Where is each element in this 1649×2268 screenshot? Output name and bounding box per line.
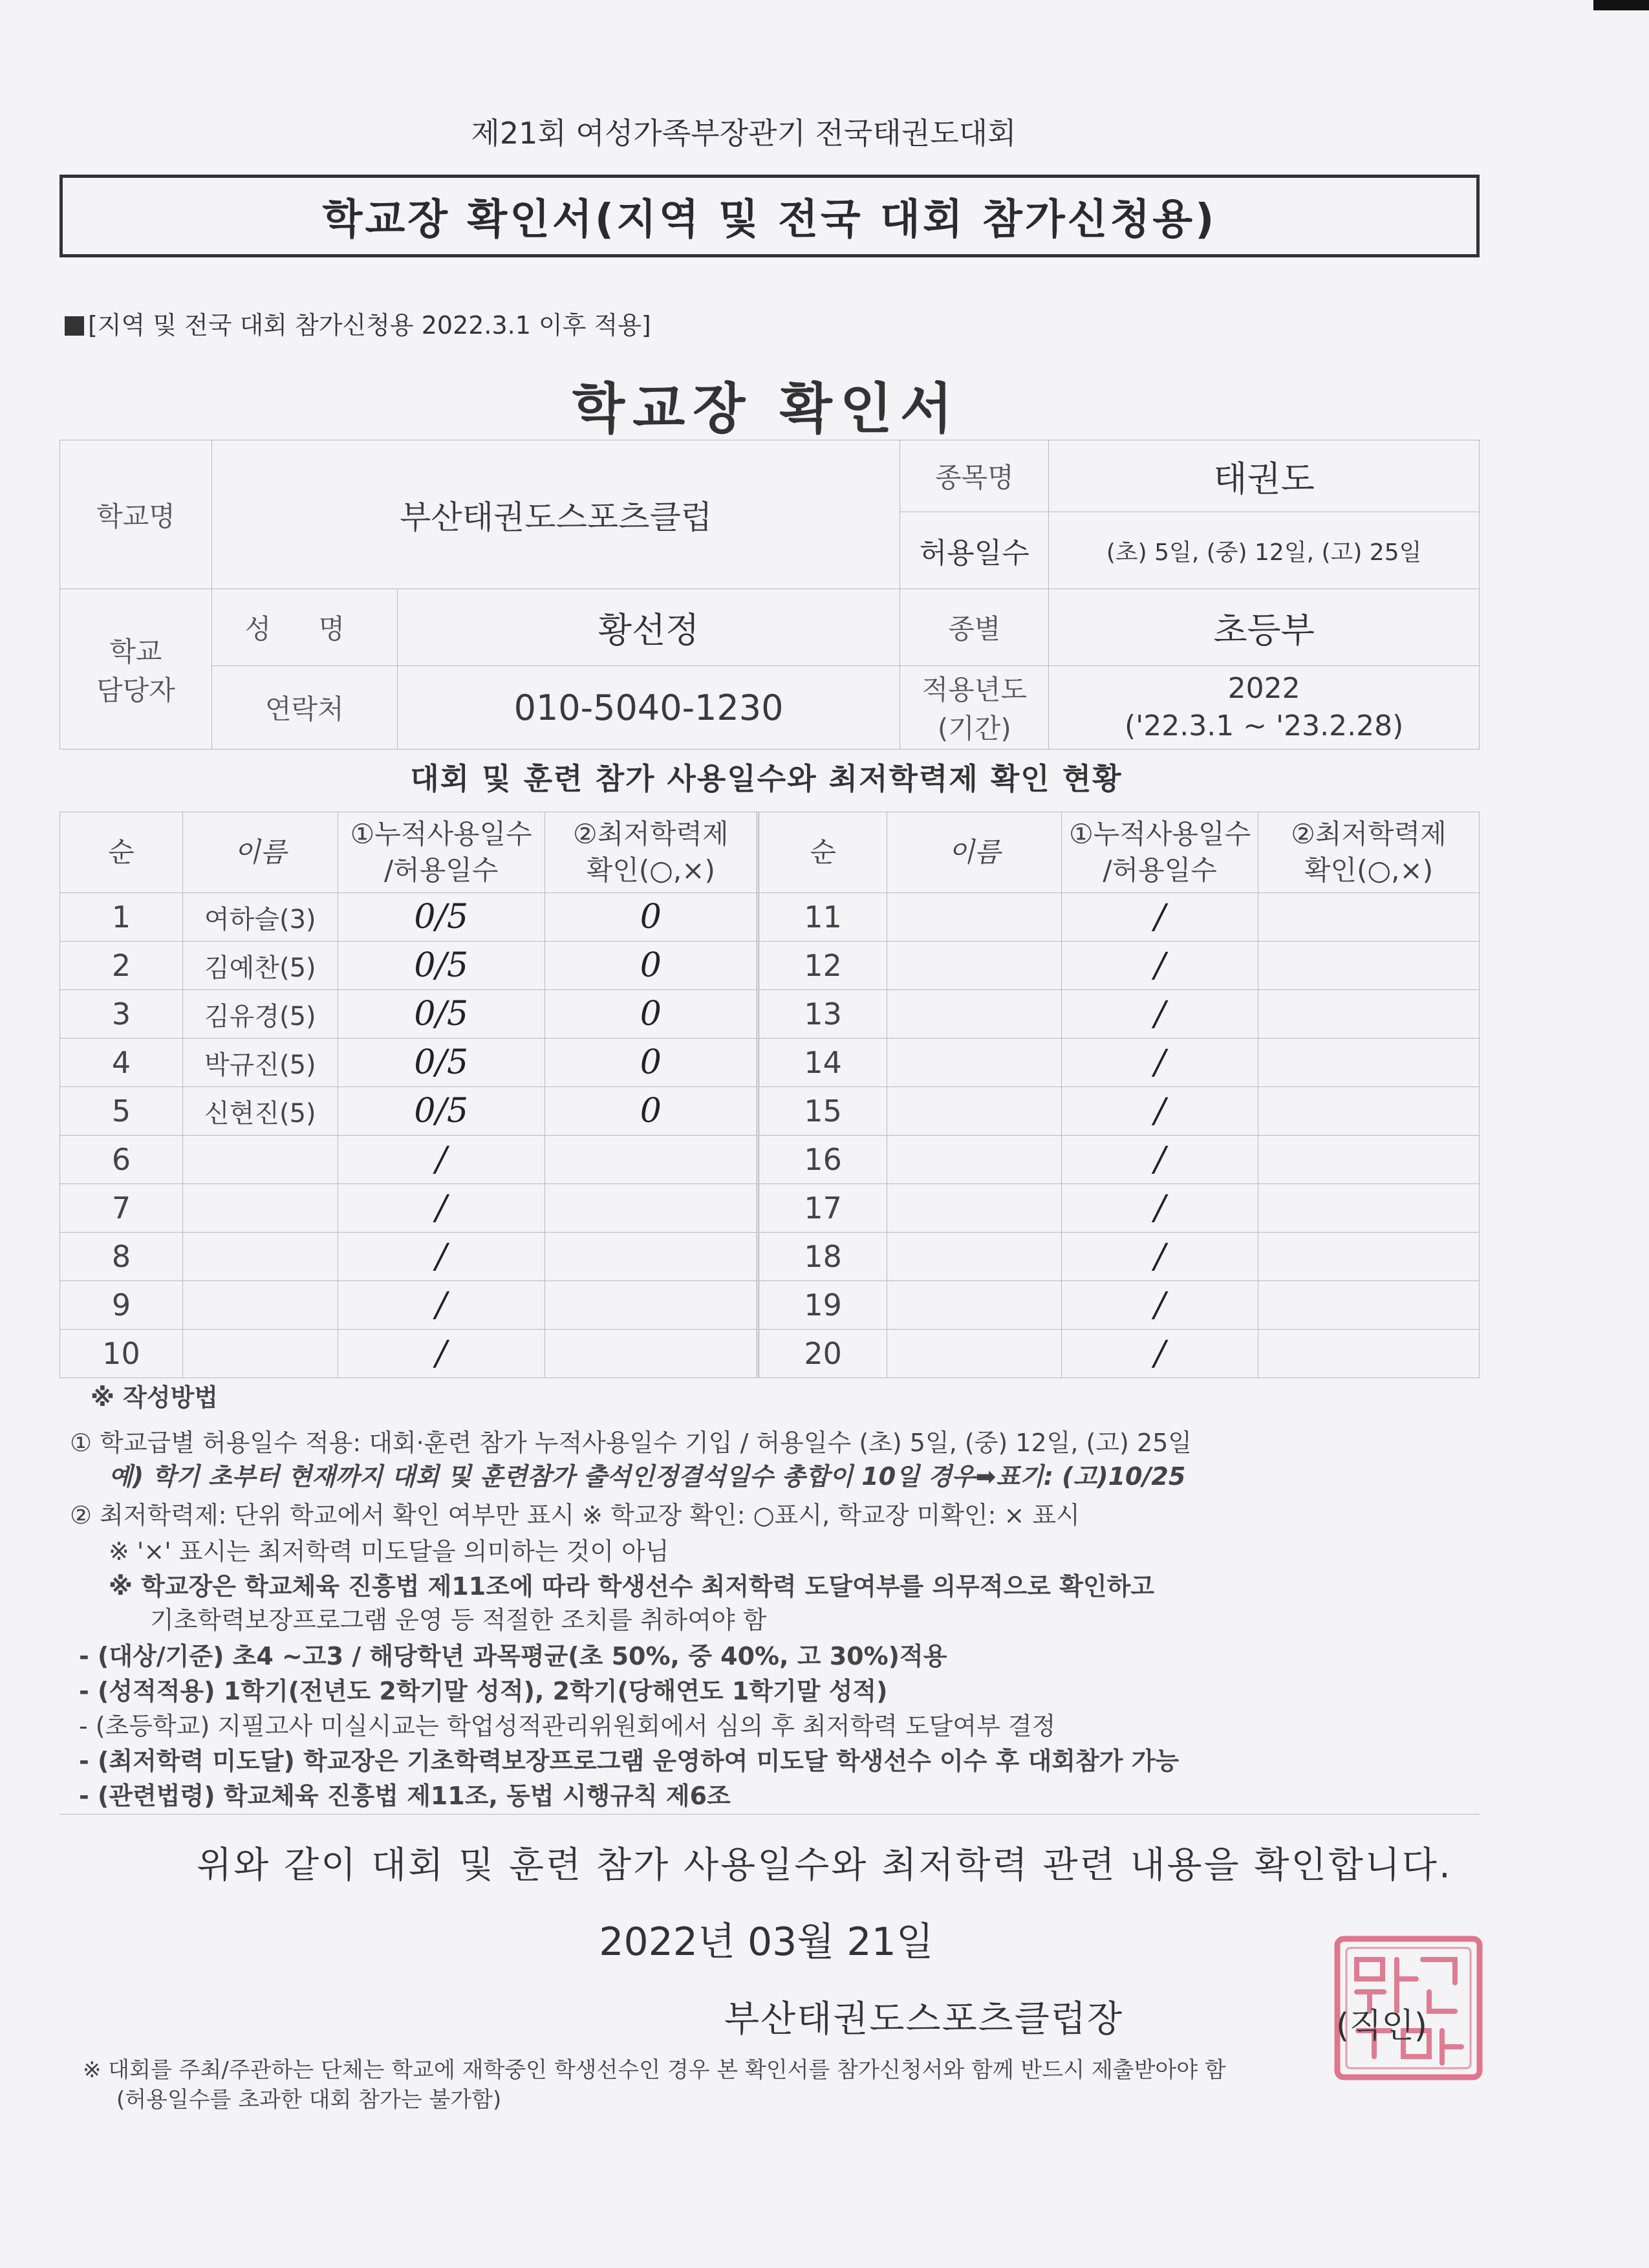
days-used: /	[1062, 1087, 1258, 1136]
divider	[59, 1814, 1480, 1815]
min-academic-check: 0	[544, 990, 758, 1039]
note-2: ② 최저학력제: 단위 학교에서 확인 여부만 표시 ※ 학교장 확인: ○표시, 학교장 미확인: × 표시	[70, 1501, 1080, 1529]
note-2c: 기초학력보장프로그램 운영 등 적절한 조치를 취하여야 함	[150, 1606, 767, 1634]
header-days-2-line2: /허용일수	[1103, 854, 1217, 886]
document-title: 학교장 확인서	[572, 377, 961, 440]
days-used: /	[1062, 1039, 1258, 1087]
min-academic-check	[1258, 942, 1480, 990]
student-name	[887, 1281, 1062, 1330]
student-name	[887, 990, 1062, 1039]
min-academic-check	[544, 1281, 758, 1330]
row-no: 6	[60, 1136, 183, 1184]
header-days	[338, 812, 544, 893]
header-days-2	[1062, 812, 1258, 893]
student-name	[887, 1039, 1062, 1087]
sport-value: 태권도	[1049, 440, 1480, 512]
row-no: 8	[60, 1233, 183, 1281]
allowed-days-value: (초) 5일, (중) 12일, (고) 25일	[1049, 512, 1480, 589]
student-name	[182, 1330, 338, 1378]
days-used: /	[1062, 893, 1258, 942]
min-academic-check	[1258, 990, 1480, 1039]
days-used: /	[1062, 1330, 1258, 1378]
table-row	[60, 1087, 1480, 1136]
min-academic-check	[1258, 893, 1480, 942]
table-row	[60, 1039, 1480, 1087]
year-label-line2: (기간)	[937, 713, 1011, 744]
form-title: 학교장 확인서(지역 및 전국 대회 참가신청용)	[322, 196, 1217, 244]
min-academic-check	[1258, 1039, 1480, 1087]
row-no: 10	[60, 1330, 183, 1378]
contact-label	[60, 589, 212, 750]
days-used: /	[338, 1184, 544, 1233]
min-academic-check	[544, 1136, 758, 1184]
min-academic-check	[544, 1233, 758, 1281]
contact-label-line1: 학교	[109, 635, 162, 667]
row-no: 12	[758, 942, 887, 990]
form-title-box	[59, 175, 1480, 257]
row-no: 19	[758, 1281, 887, 1330]
row-no: 7	[60, 1184, 183, 1233]
school-label: 학교명	[60, 440, 212, 589]
row-no: 16	[758, 1136, 887, 1184]
table-row	[60, 1184, 1480, 1233]
student-name: 김유경(5)	[182, 990, 338, 1039]
header-days-line1: ①누적사용일수	[350, 818, 532, 850]
days-used: 0/5	[338, 893, 544, 942]
school-info-table	[59, 440, 1480, 750]
detail-2: - (성적적용) 1학기(전년도 2학기말 성적), 2학기(당해연도 1학기말 성적)	[79, 1677, 888, 1705]
note-1-example: 예) 학기 초부터 현재까지 대회 및 훈련참가 출석인정결석일수 총합이 10일 경우➡표기: (고)10/25	[109, 1462, 1186, 1491]
days-used: /	[338, 1330, 544, 1378]
student-name	[887, 1330, 1062, 1378]
header-check-2-line2: 확인(○,×)	[1304, 854, 1434, 886]
table-row	[60, 1281, 1480, 1330]
seal-label: (직인)	[1336, 2007, 1428, 2046]
days-used: /	[338, 1233, 544, 1281]
days-used: 0/5	[338, 942, 544, 990]
row-no: 3	[60, 990, 183, 1039]
period-text: ('22.3.1 ~ '23.2.28)	[1124, 709, 1404, 742]
row-no: 15	[758, 1087, 887, 1136]
scan-edge-mark	[1593, 0, 1649, 10]
min-academic-check	[1258, 1184, 1480, 1233]
name-label: 성 명	[211, 589, 397, 666]
table-row	[60, 893, 1480, 942]
header-check-2	[1258, 812, 1480, 893]
row-no: 20	[758, 1330, 887, 1378]
row-no: 17	[758, 1184, 887, 1233]
student-name	[887, 1087, 1062, 1136]
note-1: ① 학교급별 허용일수 적용: 대회·훈련 참가 누적사용일수 기입 / 허용일수 (초) 5일, (중) 12일, (고) 25일	[70, 1429, 1192, 1457]
row-no: 18	[758, 1233, 887, 1281]
days-used: /	[1062, 1233, 1258, 1281]
student-name	[182, 1281, 338, 1330]
notice-text: [지역 및 전국 대회 참가신청용 2022.3.1 이후 적용]	[88, 311, 651, 340]
footnote	[83, 2055, 1226, 2115]
row-no: 13	[758, 990, 887, 1039]
min-academic-check	[1258, 1233, 1480, 1281]
min-academic-check	[544, 1330, 758, 1378]
detail-5: - (관련법령) 학교체육 진흥법 제11조, 동법 시행규칙 제6조	[79, 1782, 731, 1810]
table-row	[60, 990, 1480, 1039]
detail-3: - (초등학교) 지필고사 미실시교는 학업성적관리위원회에서 심의 후 최저학력 도달여부 결정	[79, 1712, 1056, 1740]
table-row	[60, 942, 1480, 990]
days-used: 0/5	[338, 1039, 544, 1087]
days-used: 0/5	[338, 990, 544, 1039]
footnote-line-1: ※ 대회를 주최/주관하는 단체는 학교에 재학중인 학생선수인 경우 본 확인서를 참가신청서와 함께 반드시 제출받아야 함	[83, 2057, 1226, 2083]
student-name	[182, 1233, 338, 1281]
student-name	[887, 942, 1062, 990]
event-title: 제21회 여성가족부장관기 전국태권도대회	[471, 116, 1017, 151]
detail-4: - (최저학력 미도달) 학교장은 기초학력보장프로그램 운영하여 미도달 학생선수 이수 후 대회참가 가능	[79, 1747, 1180, 1775]
days-used: /	[338, 1281, 544, 1330]
note-2a: ※ '×' 표시는 최저학력 미도달을 의미하는 것이 아님	[109, 1537, 669, 1566]
days-used: /	[1062, 1136, 1258, 1184]
notice-line	[65, 305, 651, 341]
contact-label-line2: 담당자	[96, 674, 175, 706]
student-name	[887, 893, 1062, 942]
header-check-2-line1: ②최저학력제	[1291, 818, 1447, 850]
division-label: 종별	[900, 589, 1049, 666]
days-used: /	[1062, 990, 1258, 1039]
days-used: /	[1062, 1184, 1258, 1233]
roster-heading: 대회 및 훈련 참가 사용일수와 최저학력제 확인 현황	[410, 761, 1123, 796]
roster-table	[59, 812, 1480, 1378]
header-check-line1: ②최저학력제	[573, 818, 729, 850]
student-name	[887, 1184, 1062, 1233]
student-name: 여하슬(3)	[182, 893, 338, 942]
header-check	[544, 812, 758, 893]
table-row	[60, 1330, 1480, 1378]
year-text: 2022	[1227, 672, 1300, 705]
table-row	[60, 1233, 1480, 1281]
signer-name: 부산태권도스포츠클럽장	[724, 1998, 1124, 2040]
sport-label: 종목명	[900, 440, 1049, 512]
issue-date: 2022년 03월 21일	[599, 1919, 934, 1965]
table-row	[60, 1136, 1480, 1184]
allowed-days-label: 허용일수	[900, 512, 1049, 589]
header-no-2: 순	[758, 812, 887, 893]
row-no: 4	[60, 1039, 183, 1087]
year-label-line1: 적용년도	[921, 674, 1027, 706]
square-bullet-icon	[65, 316, 84, 336]
student-name	[887, 1233, 1062, 1281]
min-academic-check	[1258, 1281, 1480, 1330]
row-no: 1	[60, 893, 183, 942]
min-academic-check	[1258, 1330, 1480, 1378]
roster-header-row	[60, 812, 1480, 893]
min-academic-check: 0	[544, 1087, 758, 1136]
student-name	[182, 1184, 338, 1233]
min-academic-check: 0	[544, 1039, 758, 1087]
student-name: 박규진(5)	[182, 1039, 338, 1087]
phone-label: 연락처	[211, 666, 397, 750]
min-academic-check	[1258, 1087, 1480, 1136]
header-days-line2: /허용일수	[383, 854, 499, 886]
header-no: 순	[60, 812, 183, 893]
row-no: 5	[60, 1087, 183, 1136]
min-academic-check: 0	[544, 942, 758, 990]
header-check-line2: 확인(○,×)	[586, 854, 715, 886]
days-used: 0/5	[338, 1087, 544, 1136]
footnote-line-2: (허용일수를 초과한 대회 참가는 불가함)	[116, 2087, 502, 2113]
days-used: /	[1062, 942, 1258, 990]
year-label	[900, 666, 1049, 750]
student-name: 신현진(5)	[182, 1087, 338, 1136]
student-name: 김예찬(5)	[182, 942, 338, 990]
school-name: 부산태권도스포츠클럽	[211, 440, 900, 589]
instructions-heading: ※ 작성방법	[91, 1383, 219, 1412]
min-academic-check	[1258, 1136, 1480, 1184]
row-no: 9	[60, 1281, 183, 1330]
row-no: 2	[60, 942, 183, 990]
header-name-2: 이름	[887, 812, 1062, 893]
phone-value: 010-5040-1230	[397, 666, 900, 750]
detail-1: - (대상/기준) 초4 ~고3 / 해당학년 과목평균(초 50%, 중 40%, 고 30%)적용	[79, 1642, 947, 1670]
row-no: 11	[758, 893, 887, 942]
min-academic-check	[544, 1184, 758, 1233]
division-value: 초등부	[1049, 589, 1480, 666]
days-used: /	[338, 1136, 544, 1184]
contact-name: 황선정	[397, 589, 900, 666]
year-value	[1049, 666, 1480, 750]
student-name	[887, 1136, 1062, 1184]
header-name: 이름	[182, 812, 338, 893]
row-no: 14	[758, 1039, 887, 1087]
header-days-2-line1: ①누적사용일수	[1069, 818, 1251, 850]
note-2b: ※ 학교장은 학교체육 진흥법 제11조에 따라 학생선수 최저학력 도달여부를 의무적으로 확인하고	[109, 1572, 1155, 1601]
confirmation-statement: 위와 같이 대회 및 훈련 참가 사용일수와 최저학력 관련 내용을 확인합니다.	[197, 1844, 1452, 1886]
days-used: /	[1062, 1281, 1258, 1330]
student-name	[182, 1136, 338, 1184]
min-academic-check: 0	[544, 893, 758, 942]
